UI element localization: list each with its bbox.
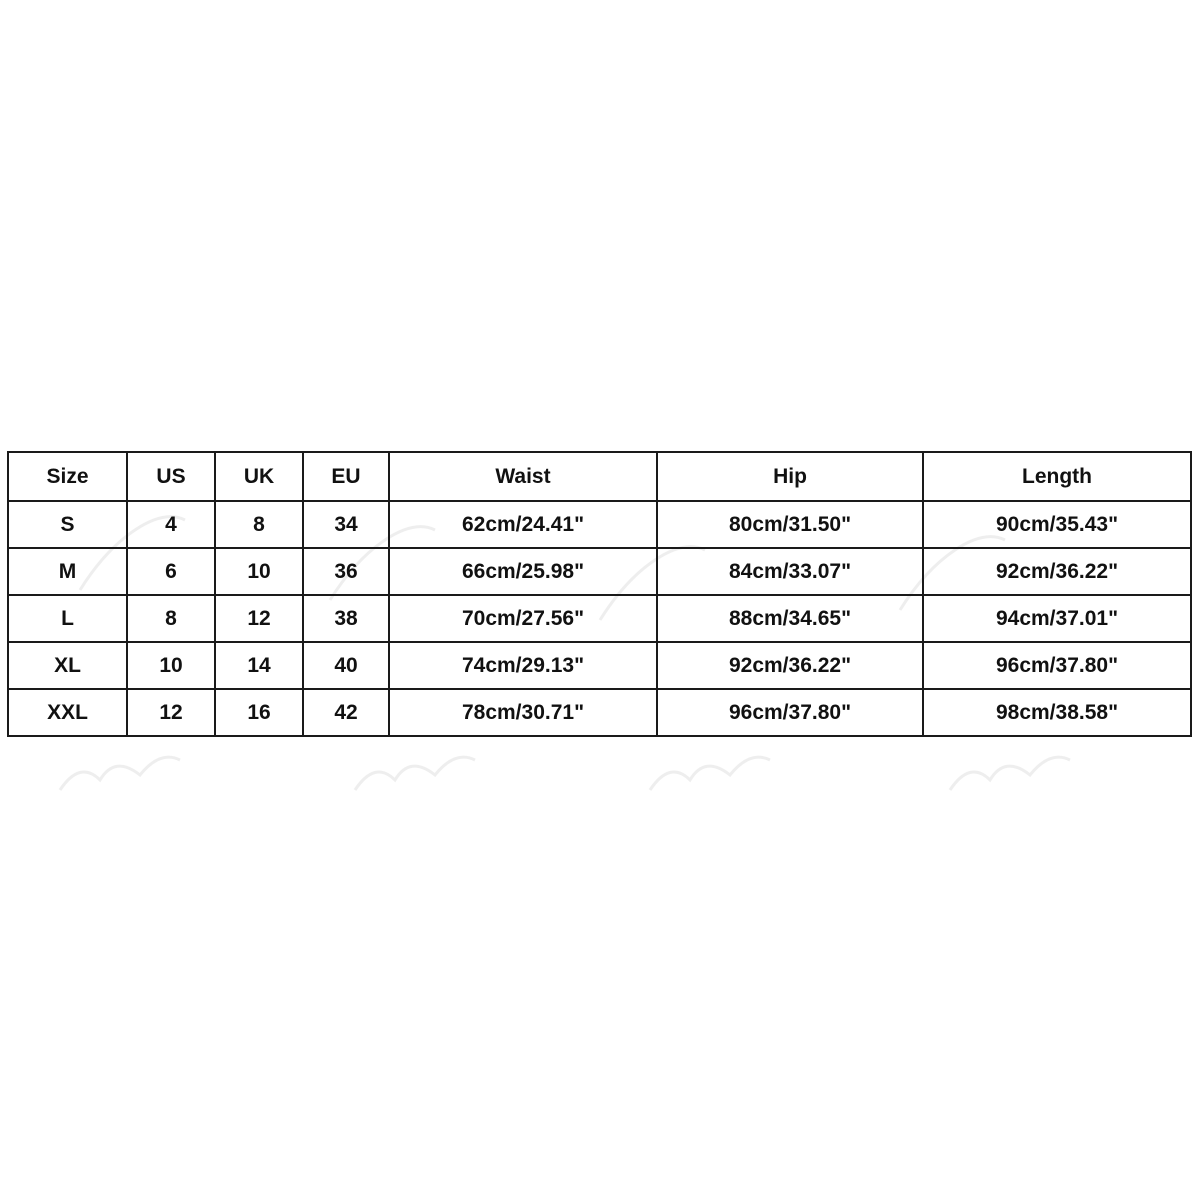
table-row bbox=[8, 689, 1191, 736]
table-cell: 96cm/37.80" bbox=[923, 642, 1191, 689]
table-cell: 6 bbox=[127, 548, 215, 595]
table-row bbox=[8, 501, 1191, 548]
header-row bbox=[8, 452, 1191, 501]
table-cell: 98cm/38.58" bbox=[923, 689, 1191, 736]
table-cell: 12 bbox=[215, 595, 303, 642]
table-cell: 8 bbox=[127, 595, 215, 642]
table-cell: 94cm/37.01" bbox=[923, 595, 1191, 642]
table-cell: 88cm/34.65" bbox=[657, 595, 923, 642]
header-cell-us: US bbox=[127, 452, 215, 501]
table-cell: 38 bbox=[303, 595, 389, 642]
size-chart-table bbox=[7, 451, 1192, 737]
table-cell: 80cm/31.50" bbox=[657, 501, 923, 548]
table-cell: 92cm/36.22" bbox=[657, 642, 923, 689]
table-cell: 90cm/35.43" bbox=[923, 501, 1191, 548]
table-cell: 62cm/24.41" bbox=[389, 501, 657, 548]
table-cell: S bbox=[8, 501, 127, 548]
table-cell: 10 bbox=[215, 548, 303, 595]
table-row bbox=[8, 642, 1191, 689]
table-cell: 14 bbox=[215, 642, 303, 689]
header-cell-eu: EU bbox=[303, 452, 389, 501]
header-cell-uk: UK bbox=[215, 452, 303, 501]
table-row bbox=[8, 548, 1191, 595]
table-cell: 4 bbox=[127, 501, 215, 548]
table-cell: 74cm/29.13" bbox=[389, 642, 657, 689]
table-cell: XXL bbox=[8, 689, 127, 736]
table-cell: 66cm/25.98" bbox=[389, 548, 657, 595]
table-cell: 12 bbox=[127, 689, 215, 736]
table-cell: 8 bbox=[215, 501, 303, 548]
header-cell-size: Size bbox=[8, 452, 127, 501]
table-cell: 92cm/36.22" bbox=[923, 548, 1191, 595]
table-row bbox=[8, 595, 1191, 642]
table-cell: 16 bbox=[215, 689, 303, 736]
header-cell-waist: Waist bbox=[389, 452, 657, 501]
table-cell: 40 bbox=[303, 642, 389, 689]
table-cell: 42 bbox=[303, 689, 389, 736]
table-cell: 10 bbox=[127, 642, 215, 689]
table-cell: L bbox=[8, 595, 127, 642]
table-cell: M bbox=[8, 548, 127, 595]
header-cell-length: Length bbox=[923, 452, 1191, 501]
table-cell: 34 bbox=[303, 501, 389, 548]
header-cell-hip: Hip bbox=[657, 452, 923, 501]
table-cell: 84cm/33.07" bbox=[657, 548, 923, 595]
table-cell: XL bbox=[8, 642, 127, 689]
table-cell: 70cm/27.56" bbox=[389, 595, 657, 642]
table-cell: 78cm/30.71" bbox=[389, 689, 657, 736]
table-cell: 96cm/37.80" bbox=[657, 689, 923, 736]
table-cell: 36 bbox=[303, 548, 389, 595]
